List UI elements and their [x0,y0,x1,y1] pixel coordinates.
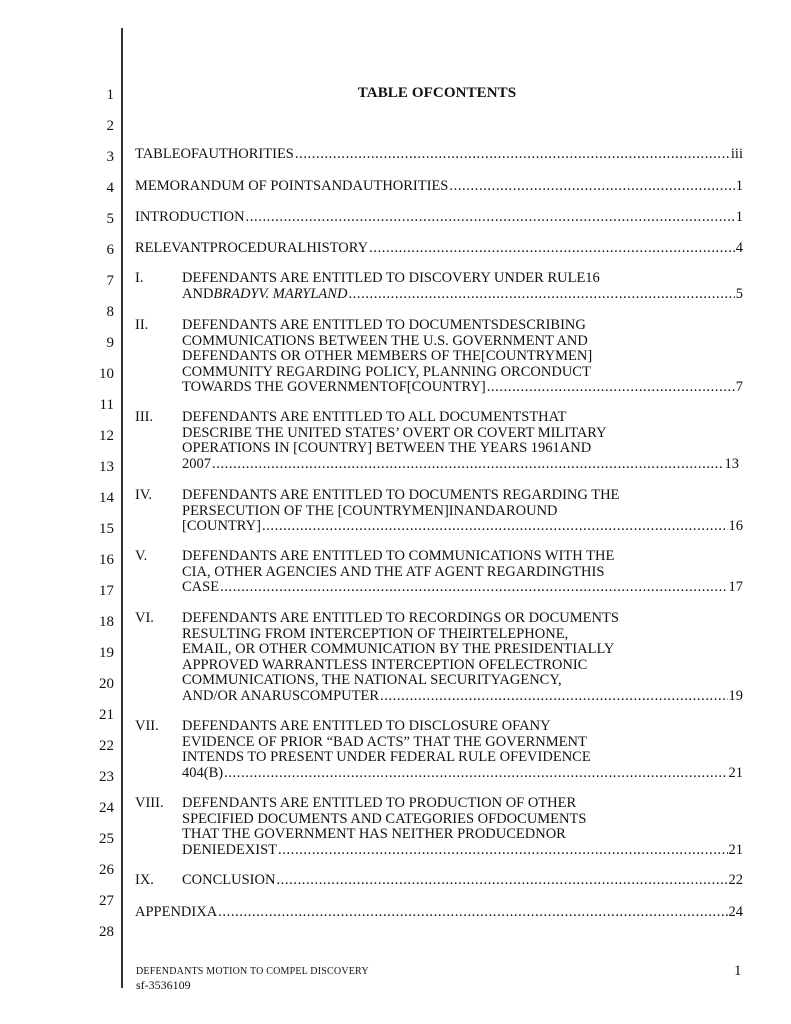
toc-section-i[interactable] [135,271,743,302]
section-numeral: IX. [135,872,154,888]
section-numeral: III. [135,409,154,425]
toc-section-vi[interactable] [135,611,743,704]
section-heading-line: THAT THE GOVERNMENT HAS NEITHER PRODUCEDNOR [182,826,566,842]
section-heading-line: DESCRIBE THE UNITED STATES’ OVERT OR COVERT MILITARY [182,424,607,441]
section-heading-line: PERSECUTION OF THE [COUNTRYMEN]INANDAROUND [182,502,558,519]
toc-entry-table-of-authorities[interactable] [135,147,743,163]
toc-section-ix[interactable] [135,873,743,889]
section-heading-line: DEFENDANTS ARE ENTITLED TO RECORDINGS OR DOCUMENTS [182,610,619,626]
section-heading-line: SPECIFIED DOCUMENTS AND CATEGORIES OFDOCUMENTS [182,810,587,827]
section-heading-last-line: AND/OR ANARUSCOMPUTER [182,687,379,704]
toc-page-number: 1 [735,209,743,225]
toc-page-number: 1 [735,178,743,194]
toc-entry-procedural-history[interactable] [135,241,743,257]
line-number: 21 [99,707,114,723]
toc-entry-label: RELEVANTPROCEDURALHISTORY [135,240,369,256]
section-heading-line: RESULTING FROM INTERCEPTION OF THEIRTELEPHONE, [182,625,569,642]
dot-leader [224,766,727,782]
dot-leader [246,210,735,226]
toc-page-number: 16 [728,518,743,534]
toc-page-number: 21 [728,764,743,781]
section-heading-last-line: ANDBRADYV. MARYLAND [182,285,348,302]
section-heading-line: COMMUNITY REGARDING POLICY, PLANNING ORCONDUCT [182,363,591,380]
line-number: 24 [99,800,114,816]
line-number: 10 [99,366,114,382]
toc-entry-label: MEMORANDUM OF POINTSANDAUTHORITIES [135,178,449,194]
section-heading-line: APPROVED WARRANTLESS INTERCEPTION OFELECTRONIC [182,656,588,673]
section-heading-line: EVIDENCE OF PRIOR “BAD ACTS” THAT THE GOVERNMENT [182,733,587,750]
line-number: 5 [106,211,114,227]
toc-section-ii[interactable] [135,318,743,396]
toc-entry-label: TABLEOFAUTHORITIES [135,146,294,162]
line-number: 11 [99,397,114,413]
dot-leader [276,873,727,889]
line-number: 19 [99,645,114,661]
line-number: 28 [99,924,114,940]
section-numeral: VII. [135,718,159,734]
section-numeral: IV. [135,487,153,503]
toc-page-number: 13 [724,455,739,472]
section-heading-line: DEFENDANTS ARE ENTITLED TO ALL DOCUMENTSTHAT [182,409,567,425]
toc-entry-memorandum[interactable] [135,179,743,195]
section-heading-last-line: CONCLUSION [182,872,276,888]
dot-leader [369,241,735,257]
line-number: 23 [99,769,114,785]
page-title: TABLE OFCONTENTS [357,85,517,101]
line-number: 13 [99,459,114,475]
section-numeral: I. [135,270,144,286]
line-number: 17 [99,583,114,599]
section-heading-line: OPERATIONS IN [COUNTRY] BETWEEN THE YEARS 1961AND [182,440,592,456]
line-number: 26 [99,862,114,878]
section-heading-line: DEFENDANTS OR OTHER MEMBERS OF THE[COUNTRYMEN] [182,348,593,364]
line-number: 15 [99,521,114,537]
toc-section-viii[interactable] [135,796,743,858]
section-heading-line: INTENDS TO PRESENT UNDER FEDERAL RULE OFEVIDENCE [182,749,591,765]
toc-page-number: 21 [728,841,743,858]
section-heading-last-line: DENIEDEXIST [182,841,278,858]
toc-entry-introduction[interactable] [135,210,743,226]
line-number: 16 [99,552,114,568]
line-number: 25 [99,831,114,847]
line-number: 14 [99,490,114,506]
section-heading-line: DEFENDANTS ARE ENTITLED TO DOCUMENTS REGARDING THE [182,487,620,503]
section-heading-line: DEFENDANTS ARE ENTITLED TO DISCLOSURE OFANY [182,718,551,734]
toc-page-number: 19 [728,687,743,704]
section-heading-last-line: [COUNTRY] [182,518,261,534]
section-numeral: II. [135,317,149,333]
toc-section-v[interactable] [135,549,743,596]
dot-leader [380,689,728,705]
section-numeral: VI. [135,610,154,626]
toc-section-iv[interactable] [135,488,743,535]
section-heading-line: DEFENDANTS ARE ENTITLED TO PRODUCTION OF OTHER [182,795,577,811]
toc-section-iii[interactable] [135,410,743,472]
toc-page-number: 22 [728,872,743,888]
section-heading-last-line: 404(B) [182,764,224,781]
line-number: 12 [99,428,114,444]
section-heading-line: COMMUNICATIONS, THE NATIONAL SECURITYAGENCY, [182,672,562,688]
dot-leader [212,457,724,473]
toc-page-number: 7 [735,379,743,395]
line-number: 27 [99,893,114,909]
case-name-italic: BRADYV. MARYLAND [213,285,348,302]
toc-page-number: iii [730,146,743,162]
section-heading-last-line: TOWARDS THE GOVERNMENTOF[COUNTRY] [182,379,486,395]
line-number: 9 [106,335,114,351]
dot-leader [295,147,730,163]
section-numeral: V. [135,548,148,564]
line-number: 6 [106,242,114,258]
dot-leader [220,580,727,596]
section-heading-line: EMAIL, OR OTHER COMMUNICATION BY THE PRESIDENTIALLY [182,641,615,657]
toc-page-number: 24 [728,904,743,920]
section-heading-last-line: CASE [182,579,220,595]
line-number: 20 [99,676,114,692]
dot-leader [449,179,734,195]
dot-leader [278,843,727,859]
line-number: 18 [99,614,114,630]
section-heading-line: CIA, OTHER AGENCIES AND THE ATF AGENT REGARDINGTHIS [182,563,605,580]
line-number: 4 [106,180,114,196]
toc-section-vii[interactable] [135,719,743,781]
line-number: 2 [106,118,114,134]
dot-leader [218,905,727,921]
footer-document-title: DEFENDANTS MOTION TO COMPEL DISCOVERY [136,966,369,977]
section-heading-last-line: 2007 [182,455,211,472]
section-heading-line: DEFENDANTS ARE ENTITLED TO DOCUMENTSDESCRIBING [182,317,586,333]
section-heading-line: DEFENDANTS ARE ENTITLED TO COMMUNICATIONS WITH THE [182,548,615,564]
line-number: 3 [106,149,114,165]
dot-leader [262,519,728,535]
dot-leader [348,287,734,303]
footer-document-id: sf-3536109 [136,978,191,992]
toc-page-number: 17 [728,579,743,595]
dot-leader [487,380,735,396]
toc-page-number: 4 [735,240,743,256]
section-heading-line: COMMUNICATIONS BETWEEN THE U.S. GOVERNMENT AND [182,332,588,349]
toc-entry-label: APPENDIXA [135,904,218,920]
toc-page-number: 5 [735,285,743,302]
section-heading-line: DEFENDANTS ARE ENTITLED TO DISCOVERY UNDER RULE16 [182,270,600,286]
line-number: 7 [106,273,114,289]
line-number: 1 [106,87,114,103]
footer-page-number: 1 [734,963,742,979]
toc-entry-label: INTRODUCTION [135,209,245,225]
section-numeral: VIII. [135,795,164,811]
toc-entry-appendix[interactable] [135,905,743,921]
margin-rule [121,28,123,988]
line-number: 22 [99,738,114,754]
line-number: 8 [106,304,114,320]
